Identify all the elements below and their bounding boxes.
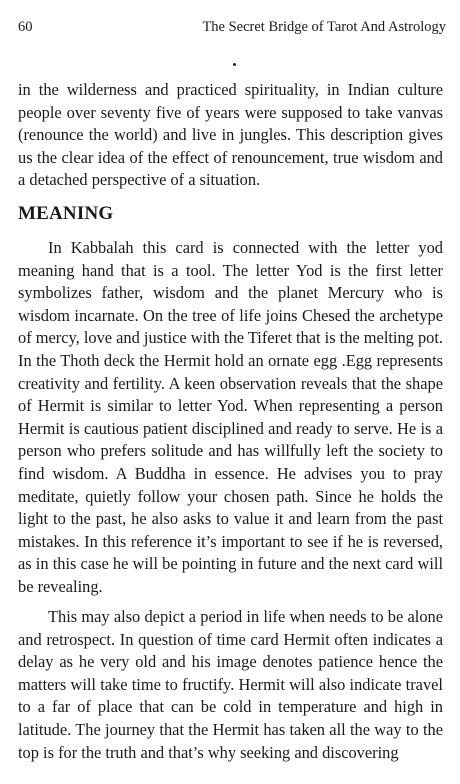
period-paragraph-block	[18, 606, 443, 764]
section-heading: MEANING	[18, 203, 114, 224]
meaning-paragraph: In Kabbalah this card is connected with the letter yod meaning hand that is a tool. The letter Yod is the first letter symbolizes father, wisdom and the planet Mercury who is wisdom incarnate. On the tree of life joins Chesed the archetype of mercy, love and justice with the Tiferet that is the melting pot. In the Thoth deck the Hermit hold an ornate egg .Egg represents creativity and fertility. A keen observation reveals that the shape of Hermit is similar to letter Yod. When representing a person Hermit is cautious patient disciplined and ready to serve. He is a person who prefers solitude and has willfully left the society to find wisdom. A Buddha in essence. He advises you to pray meditate, quietly follow your chosen path. Since he holds the light to the past, he also asks to value it and learn from the past mistakes. In this reference it’s important to see if he is reversed, as in this case he will be pointing in future and the next card will be revealing.	[18, 238, 444, 596]
intro-paragraph: in the wilderness and practiced spirituality, in Indian culture people over seventy five of years were supposed to take vanvas (renounce the world) and live in jungles. This description gives us the clear idea of the effect of renouncement, true wisdom and a detached perspective of a situation.	[18, 80, 443, 190]
running-title: The Secret Bridge of Tarot And Astrology	[202, 19, 446, 35]
page-number: 60	[18, 19, 33, 35]
page-header	[18, 17, 446, 37]
intro-paragraph-block	[18, 79, 443, 192]
ink-speck	[233, 63, 236, 66]
meaning-paragraph-block	[18, 237, 443, 599]
period-paragraph: This may also depict a period in life when needs to be alone and retrospect. In question of time card Hermit often indicates a delay as he very old and his image denotes patience hence the matters will take time to fructify. Hermit will also indicate travel to a far of place that can be cold in temperature and high in latitude. The journey that the Hermit has taken all the way to the top is for the truth and that’s why seeking and discovering	[18, 607, 443, 762]
